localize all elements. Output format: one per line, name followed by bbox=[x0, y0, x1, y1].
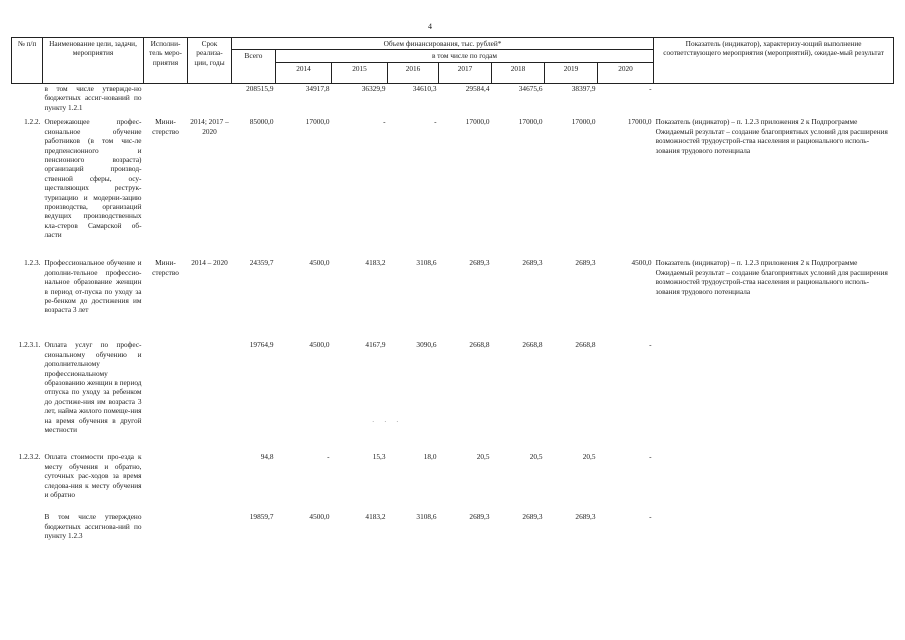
row-year-value: 36329,9 bbox=[361, 83, 386, 93]
row-name: Оплата услуг по профес-сиональному обучению и дополнительному профессиональному образованию женщин в период отпуска по уходу за ребенком до достиже-ния им возраста 3 лет, найма жилого помеще-ния на время обучения в другой местности bbox=[44, 340, 142, 434]
funding-table bbox=[11, 37, 894, 564]
row-year-value: 2689,3 bbox=[469, 258, 490, 268]
header-funding: Объем финансирования, тыс. рублей* bbox=[232, 38, 654, 50]
row-number bbox=[12, 512, 43, 564]
row-year-value: 2668,8 bbox=[469, 340, 490, 350]
table-row bbox=[12, 512, 894, 564]
row-executor bbox=[144, 452, 188, 512]
header-name: Наименование цели, задачи, мероприятия bbox=[43, 38, 144, 84]
row-total: 19859,7 bbox=[249, 512, 274, 522]
row-term: 2014 – 2020 bbox=[191, 258, 228, 268]
header-year: 2016 bbox=[388, 62, 439, 83]
row-term bbox=[188, 340, 232, 452]
header-year: 2015 bbox=[332, 62, 388, 83]
row-year-value: 3108,6 bbox=[416, 512, 437, 522]
header-indicator: Показатель (индикатор), характеризу-ющий выполнение соответствующего мероприятия (мероприятий), ожидае-мый результат bbox=[654, 38, 894, 84]
row-total: 208515,9 bbox=[246, 83, 274, 93]
row-name: Оплата стоимости про-езда к месту обучения и обратно, суточных рас-ходов за время следова-ния к месту обучения и обратно bbox=[44, 452, 142, 499]
header-year: 2017 bbox=[439, 62, 492, 83]
row-year-value: 29584,4 bbox=[465, 83, 490, 93]
row-term bbox=[188, 452, 232, 512]
row-executor: Мини-стерство bbox=[152, 258, 179, 277]
row-year-value: 20,5 bbox=[476, 452, 490, 462]
row-year-value: - bbox=[434, 117, 437, 127]
row-number: 1.2.3.1. bbox=[18, 340, 41, 350]
row-executor: Мини-стерство bbox=[152, 117, 179, 136]
row-name: Профессиональное обучение и дополни-тельное профессио-нальное образование женщин в период от-пуска по уходу за ре-бенком до достижения им возраста 3 лет bbox=[44, 258, 142, 315]
row-name: в том числе утвержде-но бюджетных ассиг-нований по пункту 1.2.1 bbox=[44, 83, 142, 112]
row-year-value: 4167,9 bbox=[365, 340, 386, 350]
row-number: 1.2.2. bbox=[24, 117, 41, 127]
row-indicator bbox=[654, 83, 894, 117]
row-year-value: 4183,2 bbox=[365, 512, 386, 522]
row-year-value: - bbox=[649, 452, 652, 462]
header-year: 2014 bbox=[276, 62, 332, 83]
row-total: 85000,0 bbox=[249, 117, 274, 127]
row-indicator: Показатель (индикатор) – п. 1.2.3 приложения 2 к Подпрограмме Ожидаемый результат – создание благоприятных условий для расширения возможностей трудоустрой-ства населения и рационального исполь-зования трудового потенциала bbox=[655, 117, 888, 155]
row-year-value: 34610,3 bbox=[412, 83, 437, 93]
page-number: 4 bbox=[428, 22, 432, 31]
row-number bbox=[12, 83, 43, 117]
row-indicator bbox=[654, 340, 894, 452]
table-row bbox=[12, 117, 894, 258]
header-by-years: в том числе по годам bbox=[276, 50, 654, 62]
row-indicator bbox=[654, 512, 894, 564]
row-total: 24359,7 bbox=[249, 258, 274, 268]
row-year-value: 15,3 bbox=[372, 452, 386, 462]
row-year-value: 4500,0 bbox=[309, 340, 330, 350]
row-year-value: 2689,3 bbox=[469, 512, 490, 522]
row-year-value: 17000,0 bbox=[627, 117, 652, 127]
row-year-value: 18,0 bbox=[423, 452, 437, 462]
row-year-value: 2668,8 bbox=[522, 340, 543, 350]
row-year-value: 2689,3 bbox=[575, 512, 596, 522]
row-year-value: 2689,3 bbox=[575, 258, 596, 268]
row-year-value: 17000,0 bbox=[305, 117, 330, 127]
row-year-value: 3108,6 bbox=[416, 258, 437, 268]
row-year-value: 4183,2 bbox=[365, 258, 386, 268]
header-year: 2020 bbox=[598, 62, 654, 83]
row-year-value: 4500,0 bbox=[309, 258, 330, 268]
row-total: 19764,9 bbox=[249, 340, 274, 350]
header-year: 2019 bbox=[545, 62, 598, 83]
row-year-value: - bbox=[327, 452, 330, 462]
row-term bbox=[188, 83, 232, 117]
table-row bbox=[12, 452, 894, 512]
row-year-value: 3090,6 bbox=[416, 340, 437, 350]
row-year-value: 17000,0 bbox=[571, 117, 596, 127]
row-year-value: 2689,3 bbox=[522, 258, 543, 268]
row-name: В том числе утверждено бюджетных ассигнова-ний по пункту 1.2.3 bbox=[44, 512, 142, 541]
scan-artifact-dots: · · · bbox=[372, 418, 403, 426]
header-total: Всего bbox=[232, 50, 276, 83]
row-total: 94,8 bbox=[260, 452, 274, 462]
table-row bbox=[12, 340, 894, 452]
row-term bbox=[188, 512, 232, 564]
row-year-value: - bbox=[383, 117, 386, 127]
row-year-value: - bbox=[649, 340, 652, 350]
row-executor bbox=[144, 83, 188, 117]
row-year-value: 17000,0 bbox=[518, 117, 543, 127]
header-year: 2018 bbox=[492, 62, 545, 83]
header-num: № п/п bbox=[12, 38, 43, 84]
row-year-value: 20,5 bbox=[582, 452, 596, 462]
row-number: 1.2.3. bbox=[24, 258, 41, 268]
row-year-value: 17000,0 bbox=[465, 117, 490, 127]
row-year-value: - bbox=[649, 83, 652, 93]
table-row bbox=[12, 83, 894, 117]
row-executor bbox=[144, 512, 188, 564]
row-year-value: 2668,8 bbox=[575, 340, 596, 350]
row-year-value: 4500,0 bbox=[309, 512, 330, 522]
row-executor bbox=[144, 340, 188, 452]
row-number: 1.2.3.2. bbox=[18, 452, 41, 462]
row-year-value: 4500,0 bbox=[631, 258, 652, 268]
row-year-value: 34675,6 bbox=[518, 83, 543, 93]
row-name: Опережающее профес-сиональное обучение работников (в том чис-ле предпенсионного и пенсионного возраста) организаций производ-ственной сферы, осу-ществляющих реструк-туризацию и модерни-зацию производства, организаций ведущих производственных кла-стеров Самарской об-ласти bbox=[44, 117, 142, 240]
row-indicator bbox=[654, 452, 894, 512]
row-year-value: 20,5 bbox=[529, 452, 543, 462]
row-year-value: 34917,8 bbox=[305, 83, 330, 93]
header-term: Срок реализа-ции, годы bbox=[188, 38, 232, 84]
row-indicator: Показатель (индикатор) – п. 1.2.3 приложения 2 к Подпрограмме Ожидаемый результат – создание благоприятных условий для расширения возможностей трудоустрой-ства населения и рационального исполь-зования трудового потенциала bbox=[655, 258, 888, 296]
row-term: 2014; 2017 – 2020 bbox=[190, 117, 229, 136]
table-row bbox=[12, 258, 894, 340]
row-year-value: 2689,3 bbox=[522, 512, 543, 522]
row-year-value: - bbox=[649, 512, 652, 522]
row-year-value: 38397,9 bbox=[571, 83, 596, 93]
header-executor: Исполни-тель меро-приятия bbox=[144, 38, 188, 84]
